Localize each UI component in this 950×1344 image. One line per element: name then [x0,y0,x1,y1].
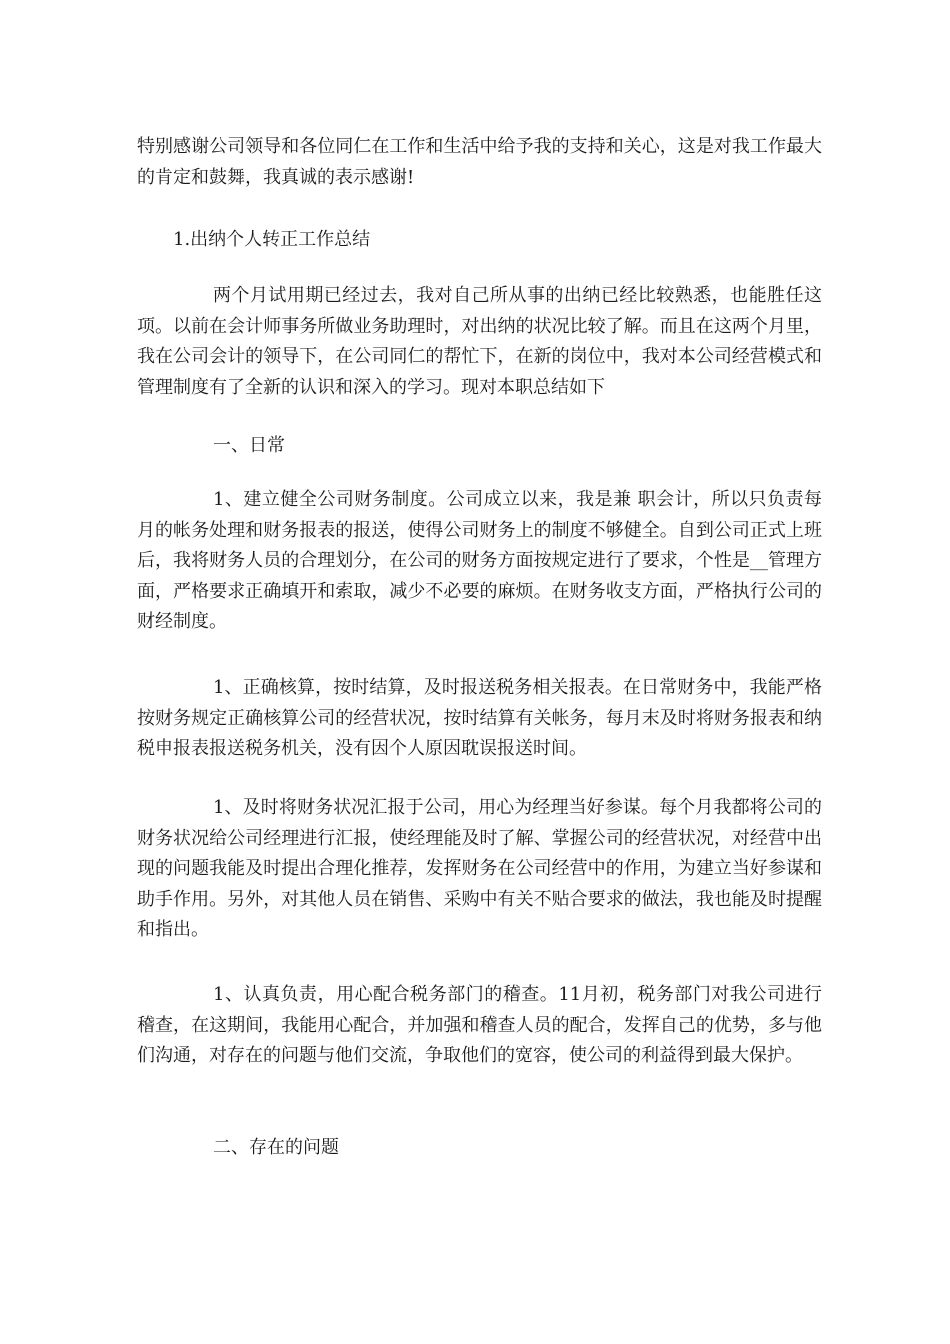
item-financial-system: 1、建立健全公司财务制度。公司成立以来，我是兼 职会计，所以只负责每月的帐务处理和财务报表的报送，使得公司财务上的制度不够健全。自到公司正式上班后，我将财务人员的合理划分，在公司的财务方面按规定进行了要求，个性是__管理方面，严格要求正确填开和索取，减少不必要的麻烦。在财务收支方面，严格执行公司的财经制度。 [137,489,822,632]
heading-daily: 一、日常 [213,435,285,456]
intro-paragraph: 特别感谢公司领导和各位同仁在工作和生活中给予我的支持和关心，这是对我工作最大的肯定和鼓舞，我真诚的表示感谢! [137,136,822,188]
item-reporting: 1、及时将财务状况汇报于公司，用心为经理当好参谋。每个月我都将公司的财务状况给公司经理进行汇报，使经理能及时了解、掌握公司的经营状况，对经营中出现的问题我能及时提出合理化推荐，发挥财务在公司经营中的作用，为建立当好参谋和助手作用。另外，对其他人员在销售、采购中有关不贴合要求的做法，我也能及时提醒和指出。 [137,797,822,940]
paragraph-summary: 两个月试用期已经过去，我对自己所从事的出纳已经比较熟悉，也能胜任这项。以前在会计师事务所做业务助理时，对出纳的状况比较了解。而且在这两个月里，我在公司会计的领导下，在公司同仁的帮忙下，在新的岗位中，我对本公司经营模式和管理制度有了全新的认识和深入的学习。现对本职总结如下 [137,285,822,398]
item-tax-audit: 1、认真负责，用心配合税务部门的稽查。11月初，税务部门对我公司进行稽查，在这期间，我能用心配合，并加强和稽查人员的配合，发挥自己的优势，多与他们沟通，对存在的问题与他们交流，争取他们的宽容，使公司的利益得到最大保护。 [137,984,822,1066]
section-title: 1.出纳个人转正工作总结 [173,229,371,250]
item-accounting: 1、正确核算，按时结算，及时报送税务相关报表。在日常财务中，我能严格按财务规定正确核算公司的经营状况，按时结算有关帐务，每月末及时将财务报表和纳税申报表报送税务机关，没有因个人原因耽误报送时间。 [137,677,822,759]
heading-problems: 二、存在的问题 [213,1137,339,1158]
